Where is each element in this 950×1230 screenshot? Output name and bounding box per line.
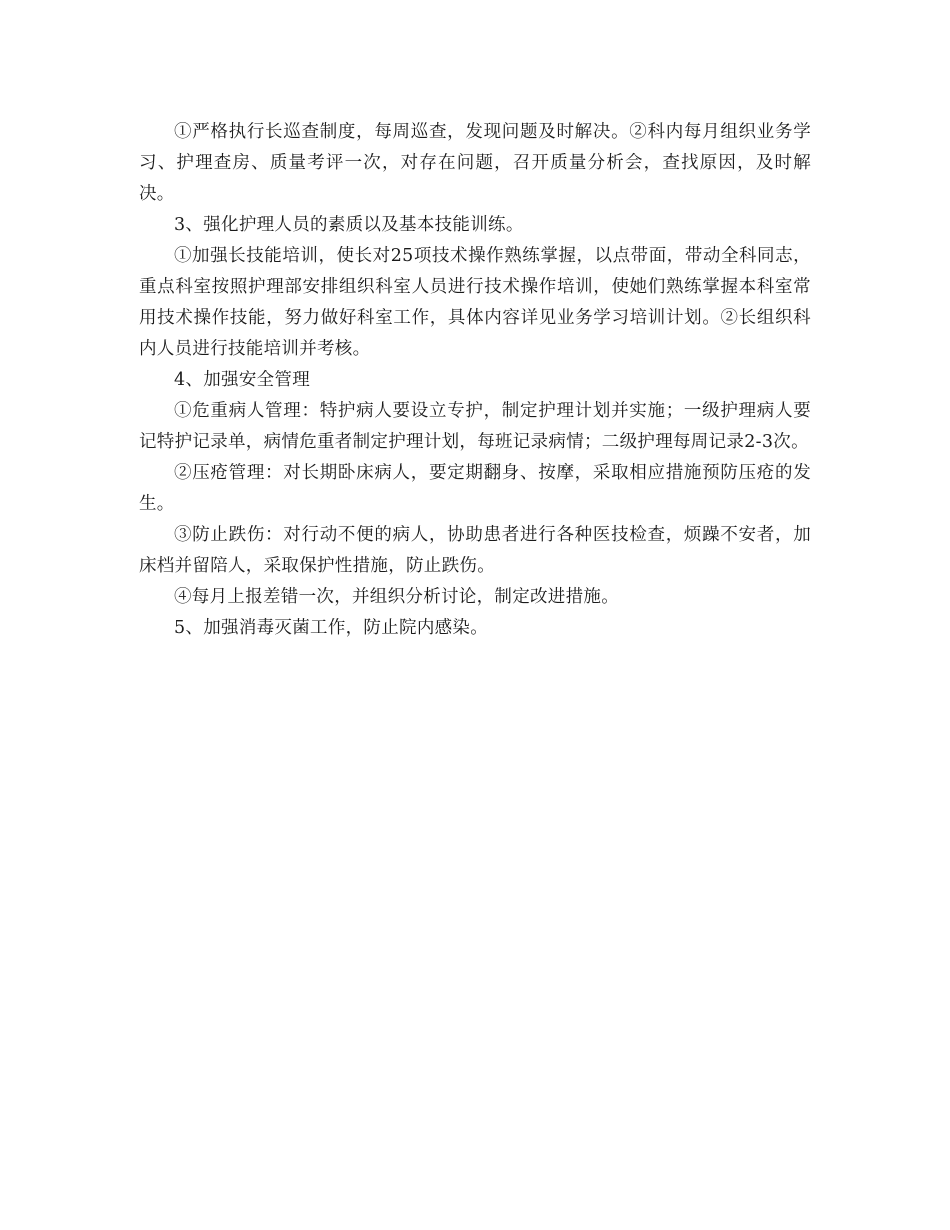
paragraph-inspection: ①严格执行长巡查制度，每周巡查，发现问题及时解决。②科内每月组织业务学习、护理查房、质量考评一次，对存在问题，召开质量分析会，查找原因，及时解决。 bbox=[139, 122, 811, 204]
document-body bbox=[139, 117, 811, 644]
heading-disinfection: 5、加强消毒灭菌工作，防止院内感染。 bbox=[174, 618, 489, 638]
heading-skill-training: 3、强化护理人员的素质以及基本技能训练。 bbox=[174, 215, 524, 235]
paragraph-pressure-sore: ②压疮管理：对长期卧床病人，要定期翻身、按摩，采取相应措施预防压疮的发生。 bbox=[139, 463, 811, 514]
paragraph-error-report: ④每月上报差错一次，并组织分析讨论，制定改进措施。 bbox=[174, 587, 619, 607]
paragraph-critical-patient: ①危重病人管理：特护病人要设立专护，制定护理计划并实施；一级护理病人要记特护记录单，病情危重者制定护理计划，每班记录病情；二级护理每周记录2-3次。 bbox=[139, 401, 811, 452]
heading-safety-management: 4、加强安全管理 bbox=[174, 370, 311, 390]
paragraph-fall-prevention: ③防止跌伤：对行动不便的病人，协助患者进行各种医技检查，烦躁不安者，加床档并留陪人，采取保护性措施，防止跌伤。 bbox=[139, 525, 811, 576]
paragraph-skill-training: ①加强长技能培训，使长对25项技术操作熟练掌握，以点带面，带动全科同志，重点科室按照护理部安排组织科室人员进行技术操作培训，使她们熟练掌握本科室常用技术操作技能，努力做好科室工作，具体内容详见业务学习培训计划。②长组织科内人员进行技能培训并考核。 bbox=[139, 246, 811, 359]
